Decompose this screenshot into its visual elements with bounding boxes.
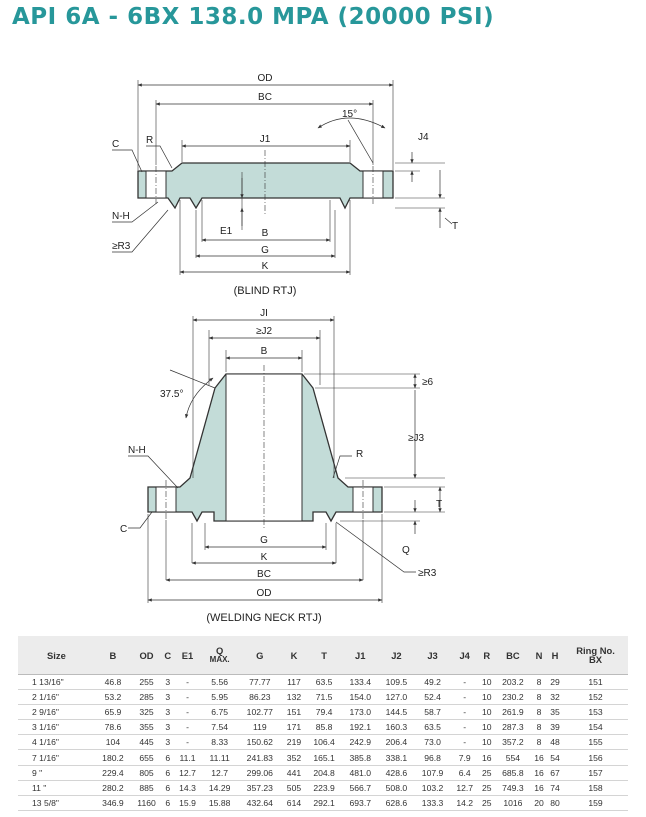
table-cell: 749.3 [495,780,531,795]
table-cell: - [451,735,479,750]
weld-caption: (WELDING NECK RTJ) [206,612,322,624]
table-cell: 154.0 [342,690,378,705]
size-cell: 3 1/16" [18,720,95,735]
table-cell: 885 [131,780,162,795]
table-cell: 53.2 [95,690,131,705]
table-cell: 14.29 [202,780,238,795]
weld-angle-label: 37.5° [160,389,184,400]
table-cell: 152 [563,690,628,705]
table-cell: 67 [547,765,563,780]
table-cell: 171 [282,720,306,735]
table-cell: - [173,705,201,720]
table-cell: 103.2 [414,780,450,795]
table-cell: 77.77 [238,675,282,690]
blind-j4-label: J4 [418,132,429,143]
table-cell: 157 [563,765,628,780]
column-header: Ring No. BX [563,636,628,675]
table-cell: 160.3 [378,720,414,735]
size-cell: 2 9/16" [18,705,95,720]
table-cell: 229.4 [95,765,131,780]
table-cell: 150.62 [238,735,282,750]
table-cell: 299.06 [238,765,282,780]
table-cell: 8 [531,705,547,720]
column-header: T [306,636,342,675]
weld-six-label: ≥6 [422,377,434,388]
column-header: B [95,636,131,675]
table-cell: 10 [479,735,495,750]
table-cell: 159 [563,795,628,810]
table-cell: 280.2 [95,780,131,795]
table-cell: 78.6 [95,720,131,735]
table-cell: 54 [547,750,563,765]
blind-c-label: C [112,139,120,150]
blind-e1-label: E1 [220,226,233,237]
column-header: N [531,636,547,675]
table-cell: 46.8 [95,675,131,690]
table-cell: 10 [479,720,495,735]
table-cell: 49.2 [414,675,450,690]
table-cell: 325 [131,705,162,720]
blind-angle-label: 15° [342,109,358,120]
column-header: G [238,636,282,675]
table-cell: 158 [563,780,628,795]
table-cell: - [451,705,479,720]
table-cell: 180.2 [95,750,131,765]
column-header: K [282,636,306,675]
table-cell: 338.1 [378,750,414,765]
table-cell: 71.5 [306,690,342,705]
table-cell: 8.33 [202,735,238,750]
table-cell: - [173,690,201,705]
table-cell: 481.0 [342,765,378,780]
weld-r-label: R [356,449,364,460]
table-cell: 12.7 [451,780,479,795]
column-header: J2 [378,636,414,675]
table-row [18,675,628,690]
table-row [18,735,628,750]
table-row [18,705,628,720]
table-cell: 241.83 [238,750,282,765]
table-cell: 133.4 [342,675,378,690]
blind-od-label: OD [257,73,273,84]
table-cell: 7.54 [202,720,238,735]
column-header: Q MAX. [202,636,238,675]
table-cell: 104 [95,735,131,750]
table-cell: 230.2 [495,690,531,705]
table-cell: 58.7 [414,705,450,720]
table-cell: 614 [282,795,306,810]
weld-bc-label: BC [257,569,271,580]
table-cell: 3 [162,675,173,690]
table-cell: 432.64 [238,795,282,810]
table-cell: 79.4 [306,705,342,720]
table-cell: 685.8 [495,765,531,780]
table-cell: 8 [531,720,547,735]
table-cell: 346.9 [95,795,131,810]
table-cell: 6.75 [202,705,238,720]
table-cell: 655 [131,750,162,765]
table-cell: 144.5 [378,705,414,720]
specification-table [18,636,628,811]
table-cell: 16 [531,750,547,765]
table-cell: 14.3 [173,780,201,795]
table-cell: 6 [162,795,173,810]
table-cell: 29 [547,675,563,690]
blind-nh-label: N-H [112,211,130,222]
table-cell: 357.23 [238,780,282,795]
column-header: H [547,636,563,675]
blind-k-label: K [261,261,269,272]
table-cell: 15.88 [202,795,238,810]
weld-od-label: OD [256,588,272,599]
blind-t-label: T [452,221,459,232]
table-cell: 11.11 [202,750,238,765]
size-cell: 13 5/8" [18,795,95,810]
table-cell: 242.9 [342,735,378,750]
table-cell: 255 [131,675,162,690]
table-cell: 74 [547,780,563,795]
table-cell: 85.8 [306,720,342,735]
weld-t-label: T [436,499,443,510]
table-cell: 805 [131,765,162,780]
table-cell: - [173,675,201,690]
blind-flange-body [138,163,393,208]
table-row [18,780,628,795]
table-cell: 65.9 [95,705,131,720]
table-cell: 3 [162,720,173,735]
size-cell: 1 13/16" [18,675,95,690]
table-cell: 16 [531,765,547,780]
table-cell: 127.0 [378,690,414,705]
blind-b-label: B [261,228,269,239]
table-cell: 151 [563,675,628,690]
blind-r-label: R [146,135,154,146]
weld-nh-label: N-H [128,445,146,456]
table-cell: 441 [282,765,306,780]
table-cell: 219 [282,735,306,750]
table-cell: 155 [563,735,628,750]
table-cell: 223.9 [306,780,342,795]
table-cell: 63.5 [306,675,342,690]
table-body [18,675,628,811]
weld-g-label: G [260,535,268,546]
table-cell: 8 [531,735,547,750]
table-cell: - [173,720,201,735]
table-cell: 35 [547,705,563,720]
table-cell: 73.0 [414,735,450,750]
column-header: J3 [414,636,450,675]
table-cell: 132 [282,690,306,705]
table-cell: 505 [282,780,306,795]
column-header: R [479,636,495,675]
table-cell: 12.7 [202,765,238,780]
size-cell: 11 " [18,780,95,795]
column-header: J1 [342,636,378,675]
weld-r3-label: ≥R3 [418,568,437,579]
table-cell: 1160 [131,795,162,810]
column-header: J4 [451,636,479,675]
column-header: E1 [173,636,201,675]
table-cell: 20 [531,795,547,810]
table-cell: 285 [131,690,162,705]
table-cell: 86.23 [238,690,282,705]
table-cell: 292.1 [306,795,342,810]
table-cell: 151 [282,705,306,720]
table-cell: 14.2 [451,795,479,810]
table-cell: 11.1 [173,750,201,765]
table-cell: 445 [131,735,162,750]
table-row [18,690,628,705]
table-cell: 80 [547,795,563,810]
weld-k-label: K [260,552,268,563]
table-cell: 133.3 [414,795,450,810]
table-cell: 3 [162,690,173,705]
table-cell: 106.4 [306,735,342,750]
table-cell: 428.6 [378,765,414,780]
table-cell: 566.7 [342,780,378,795]
table-cell: 165.1 [306,750,342,765]
table-row [18,765,628,780]
table-cell: 355 [131,720,162,735]
table-cell: 6 [162,750,173,765]
table-cell: - [451,720,479,735]
table-cell: 287.3 [495,720,531,735]
table-cell: 16 [531,780,547,795]
size-cell: 7 1/16" [18,750,95,765]
weld-c-label: C [120,524,128,535]
table-cell: 96.8 [414,750,450,765]
page-title: API 6A - 6BX 138.0 MPA (20000 PSI) [12,4,495,30]
table-cell: 6 [162,780,173,795]
blind-g-label: G [261,245,269,256]
table-cell: 107.9 [414,765,450,780]
weld-b-label: B [260,346,268,357]
table-cell: 508.0 [378,780,414,795]
table-cell: 385.8 [342,750,378,765]
table-row [18,720,628,735]
weld-j2-label: ≥J2 [255,326,273,337]
table-cell: 3 [162,705,173,720]
table-cell: 628.6 [378,795,414,810]
table-cell: 261.9 [495,705,531,720]
table-cell: 15.9 [173,795,201,810]
blind-j1-label: J1 [259,134,271,145]
size-cell: 9 " [18,765,95,780]
table-cell: 10 [479,690,495,705]
table-cell: 25 [479,780,495,795]
table-row [18,750,628,765]
table-cell: 352 [282,750,306,765]
column-header: Size [18,636,95,675]
table-cell: - [451,690,479,705]
table-cell: 10 [479,705,495,720]
table-cell: 693.7 [342,795,378,810]
table-cell: 154 [563,720,628,735]
table-cell: 1016 [495,795,531,810]
table-cell: 3 [162,735,173,750]
table-cell: 357.2 [495,735,531,750]
table-cell: 554 [495,750,531,765]
table-cell: 52.4 [414,690,450,705]
table-cell: 5.95 [202,690,238,705]
table-header-row [18,636,628,675]
table-row [18,795,628,810]
table-cell: 48 [547,735,563,750]
blind-flange-drawing [112,73,458,297]
weld-ji-label: JI [260,308,268,319]
table-cell: 39 [547,720,563,735]
table-cell: 25 [479,795,495,810]
table-cell: 6.4 [451,765,479,780]
size-cell: 2 1/16" [18,690,95,705]
size-cell: 4 1/16" [18,735,95,750]
table-cell: 63.5 [414,720,450,735]
table-cell: 10 [479,675,495,690]
table-cell: 203.2 [495,675,531,690]
table-cell: 5.56 [202,675,238,690]
table-cell: 119 [238,720,282,735]
weld-neck-flange-drawing [120,308,445,624]
table-cell: 32 [547,690,563,705]
table-cell: 117 [282,675,306,690]
blind-r3-label: ≥R3 [112,241,131,252]
blind-caption: (BLIND RTJ) [233,285,297,297]
column-header: C [162,636,173,675]
weld-q-label: Q [402,545,410,556]
table-cell: 192.1 [342,720,378,735]
table-cell: 173.0 [342,705,378,720]
table-cell: 156 [563,750,628,765]
blind-bc-label: BC [258,92,272,103]
table-cell: 25 [479,765,495,780]
weld-j3-label: ≥J3 [408,433,425,444]
table-cell: 206.4 [378,735,414,750]
table-cell: 102.77 [238,705,282,720]
table-cell: 153 [563,705,628,720]
table-cell: 109.5 [378,675,414,690]
table-cell: 6 [162,765,173,780]
table-cell: - [173,735,201,750]
table-cell: 8 [531,690,547,705]
table-cell: 204.8 [306,765,342,780]
table-cell: 16 [479,750,495,765]
table-cell: 7.9 [451,750,479,765]
table-cell: 8 [531,675,547,690]
table-cell: - [451,675,479,690]
column-header: BC [495,636,531,675]
column-header: OD [131,636,162,675]
table-cell: 12.7 [173,765,201,780]
